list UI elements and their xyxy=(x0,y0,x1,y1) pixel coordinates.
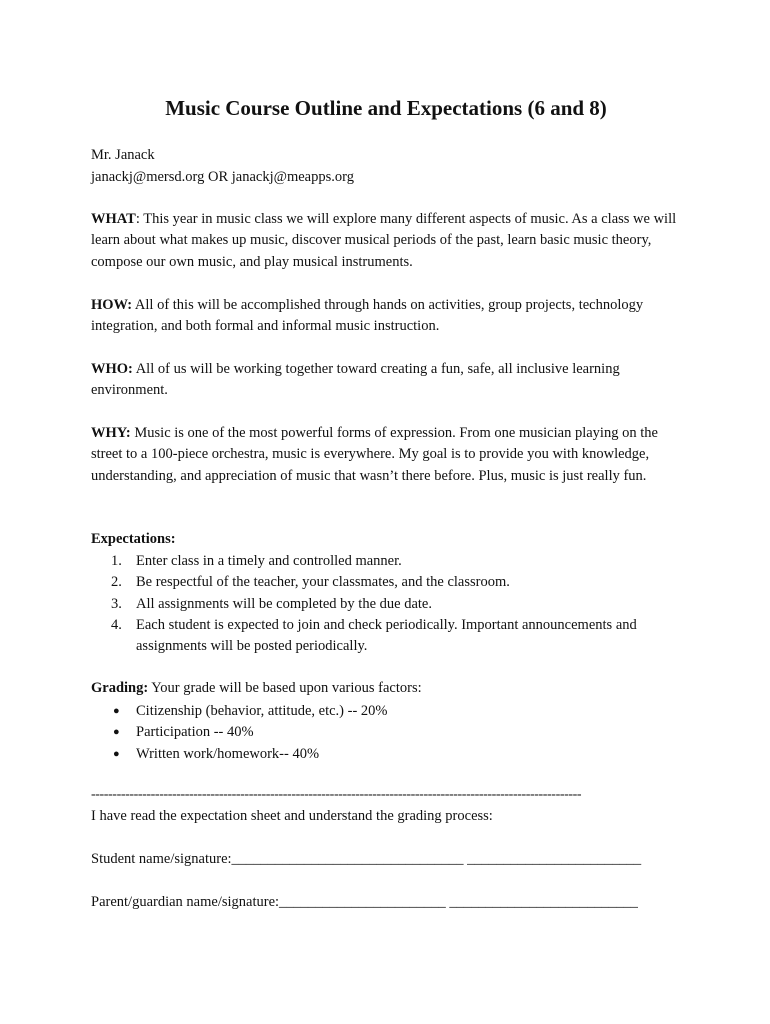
list-item xyxy=(91,722,681,743)
page-title: Music Course Outline and Expectations (6 and 8) xyxy=(165,96,607,120)
bullet-icon: ● xyxy=(113,705,120,717)
list-item-text: Each student is expected to join and check periodically. Important announcements and assignments will be posted periodically. xyxy=(136,616,637,655)
why-label: WHY: xyxy=(91,425,131,441)
expectations-heading: Expectations: xyxy=(91,531,176,547)
list-item xyxy=(91,744,681,765)
list-item-text: All assignments will be completed by the due date. xyxy=(136,595,432,612)
what-paragraph xyxy=(91,209,681,273)
who-text: All of us will be working together toward creating a fun, safe, all inclusive learning environment. xyxy=(91,361,620,399)
how-text: All of this will be accomplished through hands on activities, group projects, technology integration, and both formal and informal music instruction. xyxy=(91,297,644,335)
list-number: 1. xyxy=(111,553,122,569)
bullet-icon: ● xyxy=(113,747,120,760)
list-item-text: Be respectful of the teacher, your classmates, and the classroom. xyxy=(136,574,510,591)
grading-text: Your grade will be based upon various factors: xyxy=(148,680,422,696)
list-item-text: Written work/homework-- 40% xyxy=(136,745,320,762)
parent-signature-line: Parent/guardian name/signature:_______________________ __________________________ xyxy=(91,894,638,910)
who-paragraph xyxy=(91,359,681,402)
list-item xyxy=(91,594,681,615)
list-item xyxy=(91,572,681,593)
teacher-email: janackj@mersd.org OR janackj@meapps.org xyxy=(91,169,354,185)
list-item xyxy=(91,701,681,722)
list-item xyxy=(91,615,681,658)
acknowledgement-text: I have read the expectation sheet and understand the grading process: xyxy=(91,808,493,824)
list-item-text: Participation -- 40% xyxy=(136,724,254,741)
what-text: This year in music class we will explore many different aspects of music. As a class we will learn about what makes up music, discover musical periods of the past, learn basic music theory, compose our own music, and play musical instruments. xyxy=(91,211,677,270)
list-number: 2. xyxy=(111,574,122,591)
why-paragraph xyxy=(91,423,681,487)
grading-intro xyxy=(91,680,422,697)
list-item-text: Citizenship (behavior, attitude, etc.) -- 20% xyxy=(136,703,388,719)
expectations-list xyxy=(91,551,681,657)
grading-list xyxy=(91,701,681,765)
what-label: WHAT xyxy=(91,211,136,227)
who-label: WHO: xyxy=(91,361,133,377)
list-item xyxy=(91,551,681,572)
student-signature-line: Student name/signature:________________________________ ________________________ xyxy=(91,851,642,867)
what-separator: : xyxy=(135,211,140,227)
how-label: HOW: xyxy=(91,297,133,313)
grading-label: Grading: xyxy=(91,680,149,696)
bullet-icon: ● xyxy=(113,726,120,739)
list-number: 3. xyxy=(111,595,122,612)
list-item-text: Enter class in a timely and controlled manner. xyxy=(136,553,402,569)
cut-line-divider: ------------------------------------------------------------------------------------------------------------------- xyxy=(91,787,582,802)
list-number: 4. xyxy=(111,616,122,633)
how-paragraph xyxy=(91,295,681,338)
teacher-name: Mr. Janack xyxy=(91,147,155,163)
why-text: Music is one of the most powerful forms of expression. From one musician playing on the street to a 100-piece orchestra, music is everywhere. My goal is to provide you with knowledge, understanding, and appreciation of music that wasn’t there before. Plus, music is just really fun. xyxy=(91,425,658,484)
